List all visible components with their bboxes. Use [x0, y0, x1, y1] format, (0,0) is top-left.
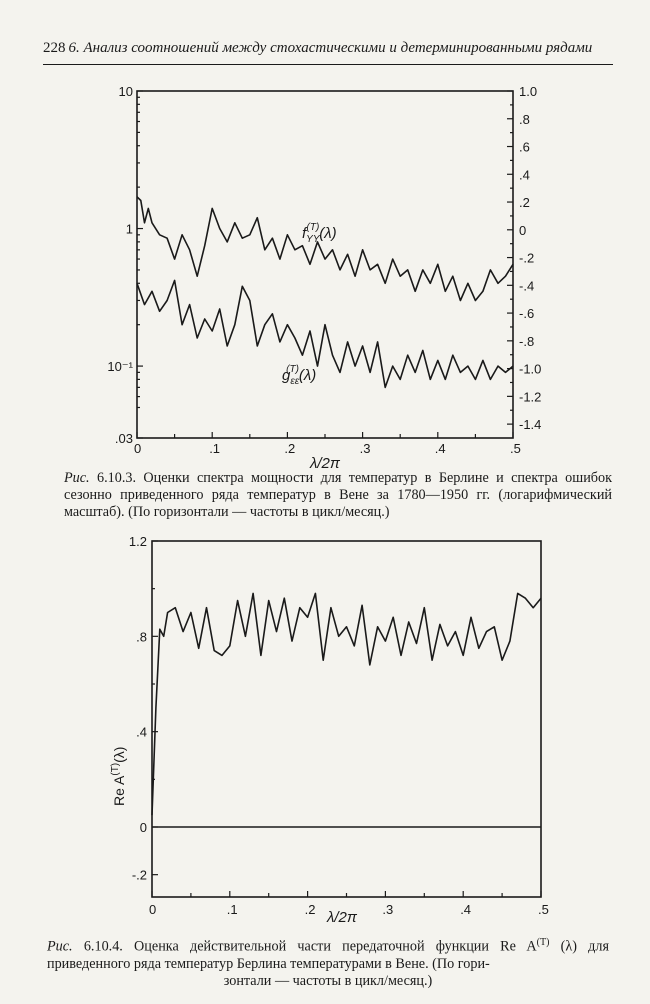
x-tick-label: .5	[510, 441, 521, 456]
right-tick-label: -.2	[519, 250, 535, 266]
series-label-f-sup: (T)	[306, 222, 320, 233]
series-label-f	[302, 222, 337, 245]
x-tick-labels	[134, 441, 521, 456]
figure2-caption	[47, 934, 609, 990]
right-tick-label: -1.0	[519, 361, 542, 377]
figure-transfer-function	[0, 530, 650, 930]
series-line-f	[137, 197, 513, 301]
running-title: 6. Анализ соотношений между стохастическими и детерминированными рядами	[68, 40, 593, 56]
right-tick-label: -1.4	[519, 417, 542, 433]
right-tick-label: .2	[519, 195, 530, 211]
y-tick-label: 1.2	[128, 534, 147, 549]
right-tick-label: -.8	[519, 333, 535, 349]
figure2-caption-sup: (T)	[536, 937, 550, 948]
plot-frame	[152, 541, 541, 897]
y-tick-label: -.2	[131, 867, 147, 883]
running-header	[43, 40, 613, 65]
y-tick-label: .4	[136, 724, 147, 740]
right-tick-label: .6	[519, 139, 530, 155]
series-label-f-sub: YY	[306, 234, 320, 245]
x-axis-label: λ/2π	[327, 909, 357, 926]
x-tick-label: .2	[304, 902, 316, 917]
right-tick-label: -.6	[519, 306, 535, 322]
x-tick-label: .4	[434, 441, 446, 456]
x-tick-label: .2	[284, 441, 296, 456]
y-axis-label-base: Re A	[111, 775, 127, 806]
right-tick-labels	[519, 84, 541, 432]
right-tick-label: .4	[519, 167, 530, 183]
x-axis-label: λ/2π	[310, 455, 340, 470]
right-tick-label: -.4	[519, 278, 535, 294]
x-tick-label: .3	[359, 441, 371, 456]
x-tick-label: .1	[226, 902, 238, 917]
figure2-caption-text: 6.10.4. Оценка действительной части передаточной функции Re A	[83, 938, 537, 955]
tick-marks	[152, 541, 541, 897]
left-tick-label: .03	[114, 431, 133, 446]
left-tick-labels	[107, 84, 133, 446]
series-label-f-arg: (λ)	[319, 225, 337, 242]
series-line-re-a	[152, 593, 541, 815]
y-axis-label	[110, 747, 127, 806]
x-tick-label: .4	[460, 902, 472, 917]
series-label-g-sub: εε	[290, 376, 300, 387]
y-axis-label-arg: (λ)	[111, 746, 127, 763]
y-axis-label-sup: (T)	[110, 762, 121, 776]
x-tick-label: 0	[149, 902, 157, 917]
series-label-f-base: f	[302, 225, 307, 242]
y-tick-label: 0	[139, 820, 147, 835]
figure2-caption-last: зонтали — частоты в цикл/месяц.)	[223, 972, 433, 989]
series-line-g	[137, 280, 513, 387]
right-tick-label: 0	[519, 222, 527, 238]
left-tick-label: 10	[118, 84, 133, 99]
right-tick-label: .8	[519, 111, 530, 127]
page-number: 228	[43, 40, 66, 56]
figure1-caption-label: Рис.	[64, 470, 90, 486]
series-lines	[152, 593, 541, 815]
series-label-g-sup: (T)	[286, 364, 299, 375]
right-tick-label: -1.2	[519, 389, 542, 405]
x-tick-label: .1	[209, 441, 221, 456]
series-label-g	[282, 364, 316, 387]
figure1-caption	[64, 470, 612, 521]
figure2-caption-text2: (λ) для приведенного ряда температур Берлина температурами в Вене. (По гори-	[47, 938, 609, 972]
left-tick-label: 10⁻¹	[107, 359, 133, 375]
left-tick-label: 1	[125, 221, 133, 237]
series-label-g-arg: (λ)	[298, 367, 317, 384]
figure2-caption-label: Рис.	[47, 938, 73, 955]
x-tick-label: 0	[134, 441, 142, 456]
x-tick-label: .5	[538, 902, 549, 917]
figure1-caption-text: 6.10.3. Оценки спектра мощности для температур в Берлине и спектра ошибок сезонно приведенного ряда температур в Вене за 1780—1950 гг. (логарифмический масштаб). (По горизонтали — частоты в цикл/месяц.)	[64, 470, 612, 520]
series-label-g-base: g	[282, 367, 291, 384]
right-tick-label: 1.0	[519, 84, 538, 99]
x-tick-label: .3	[382, 902, 394, 917]
figure-power-spectrum	[0, 80, 650, 470]
y-tick-label: .8	[136, 629, 147, 645]
y-tick-labels	[129, 534, 147, 883]
